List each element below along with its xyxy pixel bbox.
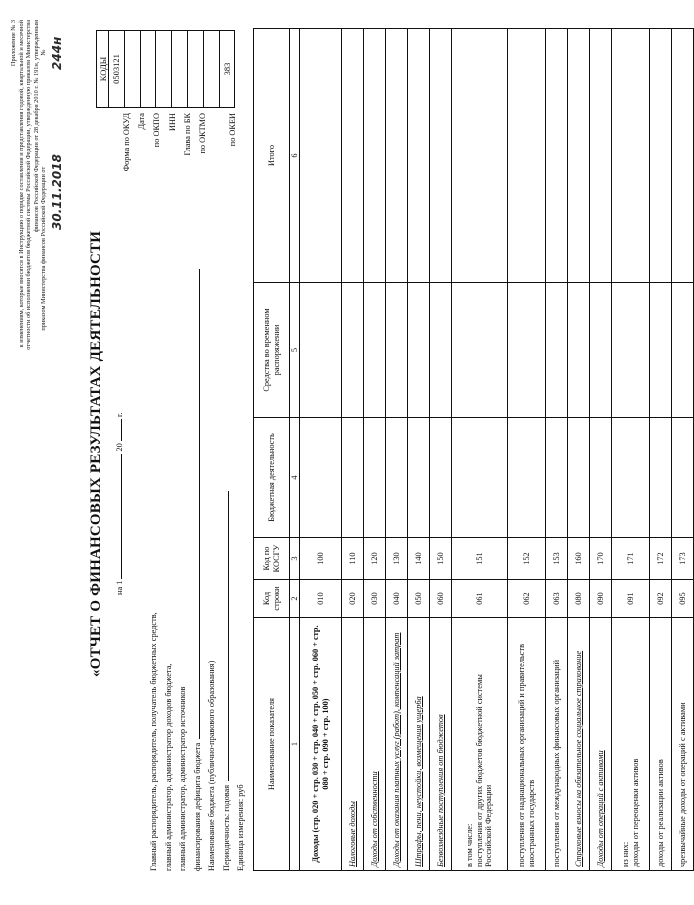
row-name-061-line-2: поступления от других бюджетов бюджетной системы — [474, 674, 484, 867]
cell-budget — [364, 418, 386, 538]
row-line-030: 030 — [364, 580, 386, 618]
header-field-deficit-label: финансирования дефицита бюджета — [192, 742, 202, 871]
cell-temporary — [672, 283, 694, 418]
row-kosgu-090: 170 — [590, 538, 612, 580]
cell-temporary — [590, 283, 612, 418]
row-name-062 — [508, 618, 546, 871]
row-kosgu-030: 120 — [364, 538, 386, 580]
cell-total — [672, 29, 694, 283]
row-kosgu-063: 153 — [546, 538, 568, 580]
table-row — [546, 29, 568, 871]
row-name-040: Доходы от оказания платных услуг (работ), компенсаций затрат — [391, 632, 401, 867]
table-row — [386, 29, 408, 871]
table-row — [408, 29, 430, 871]
cell-temporary — [650, 283, 672, 418]
periodicity-blank — [220, 491, 229, 781]
row-name-030: Доходы от собственности — [369, 771, 379, 867]
header-field-periodicity-label: Периодичность: годовая — [221, 784, 231, 871]
header-field-deficit — [191, 269, 206, 871]
row-kosgu-092: 172 — [650, 538, 672, 580]
cell-total — [612, 29, 650, 283]
col-number: 1 — [290, 618, 300, 871]
cell-temporary — [408, 283, 430, 418]
row-line-050: 050 — [408, 580, 430, 618]
col-number: 2 — [290, 580, 300, 618]
cell-total — [364, 29, 386, 283]
handwritten-order-date: 30.11.2018 — [50, 154, 64, 230]
row-name-063: поступления от международных финансовых организаций — [546, 618, 568, 871]
cell-budget — [430, 418, 452, 538]
cell-budget — [508, 418, 546, 538]
row-name-091-line-2: доходы от переоценки активов — [630, 758, 640, 867]
cell-total — [408, 29, 430, 283]
row-line-092: 092 — [650, 580, 672, 618]
year-suffix: г. — [115, 412, 124, 418]
code-okpo — [140, 31, 156, 108]
preface-line-2: к изменениям, которые вносятся в Инструкцию о порядке составления и представления годовой, квартальной и месячной — [17, 20, 25, 348]
row-name-090: Доходы от операций с активами — [595, 750, 605, 867]
row-name-092: доходы от реализации активов — [650, 618, 672, 871]
label-glava-bk: Глава по БК — [182, 113, 192, 156]
code-glava-bk — [172, 31, 188, 108]
cell-budget — [300, 418, 342, 538]
col-number: 6 — [290, 29, 300, 283]
cell-temporary — [546, 283, 568, 418]
deficit-blank — [191, 269, 200, 739]
row-line-062: 062 — [508, 580, 546, 618]
code-inn — [156, 31, 172, 108]
cell-total — [546, 29, 568, 283]
row-name-062-line-2: иностранных государств — [526, 779, 536, 867]
cell-total — [452, 29, 508, 283]
row-kosgu-060: 150 — [430, 538, 452, 580]
row-name-060: Безвозмездные поступления от бюджетов — [435, 714, 445, 867]
row-line-095: 095 — [672, 580, 694, 618]
row-line-091: 091 — [612, 580, 650, 618]
preface-line-1: Приложение № 3 — [10, 20, 17, 67]
year-blank — [113, 419, 122, 441]
cell-temporary — [508, 283, 546, 418]
row-name-080: Страховые взносы на обязательное социальное страхование — [573, 650, 583, 867]
row-name-050: Штрафы, пени, неустойки, возмещения ущерба — [413, 696, 423, 867]
row-kosgu-020: 110 — [342, 538, 364, 580]
year-prefix: 20 — [115, 443, 124, 452]
table-row — [430, 29, 452, 871]
table-row — [590, 29, 612, 871]
label-blank — [210, 113, 225, 265]
cell-temporary — [364, 283, 386, 418]
row-line-061: 061 — [452, 580, 508, 618]
label-okei: по ОКЕИ — [228, 113, 238, 147]
header-field-budget-name-label: Наименование бюджета (публично-правового образования) — [207, 660, 216, 871]
cell-budget — [342, 418, 364, 538]
col-header-name: Наименование показателя — [254, 618, 290, 871]
row-name-091-line-1: из них: — [620, 841, 630, 867]
row-name-061 — [452, 618, 508, 871]
row-name-062-line-1: поступления от наднациональных организаций и правительств — [516, 644, 526, 867]
cell-budget — [568, 418, 590, 538]
col-number: 3 — [290, 538, 300, 580]
table-row — [452, 29, 508, 871]
preface-line-5 — [40, 20, 48, 465]
row-kosgu-040: 130 — [386, 538, 408, 580]
financial-results-table — [253, 28, 694, 871]
row-name-010: Доходы (стр. 020 + стр. 030 + стр. 040 + стр. 050 + стр. 060 + стр. 080 + стр. 090 + стр. 100) — [300, 618, 342, 871]
cell-budget — [408, 418, 430, 538]
row-line-040: 040 — [386, 580, 408, 618]
row-line-060: 060 — [430, 580, 452, 618]
cell-total — [300, 29, 342, 283]
row-line-020: 020 — [342, 580, 364, 618]
header-fields-left — [147, 269, 249, 871]
codes-table — [96, 30, 235, 108]
header-field-budget-name — [205, 269, 220, 871]
preface-line-5-text: приказом Министерства финансов Российской Федерации от — [40, 166, 48, 331]
table-row — [508, 29, 546, 871]
preface-line-5-number-sign: № — [40, 49, 48, 56]
cell-temporary — [568, 283, 590, 418]
row-line-090: 090 — [590, 580, 612, 618]
code-oktmo — [187, 31, 203, 108]
header-field-periodicity — [220, 269, 235, 871]
col-header-total: Итого — [254, 29, 290, 283]
table-row — [612, 29, 650, 871]
header-field-source-admin: главный администратор, администратор источников — [178, 686, 187, 871]
row-line-010: 010 — [300, 580, 342, 618]
cell-total — [650, 29, 672, 283]
cell-temporary — [386, 283, 408, 418]
code-okei: 383 — [219, 31, 235, 108]
row-name-061-line-1: в том числе: — [465, 823, 475, 867]
cell-total — [590, 29, 612, 283]
report-title: «ОТЧЕТ О ФИНАНСОВЫХ РЕЗУЛЬТАТАХ ДЕЯТЕЛЬНОСТИ — [88, 230, 104, 677]
cell-budget — [590, 418, 612, 538]
row-kosgu-091: 171 — [612, 538, 650, 580]
cell-temporary — [300, 283, 342, 418]
cell-total — [568, 29, 590, 283]
cell-temporary — [430, 283, 452, 418]
label-inn: ИНН — [167, 113, 177, 131]
table-row — [300, 29, 342, 871]
row-kosgu-050: 140 — [408, 538, 430, 580]
row-kosgu-080: 160 — [568, 538, 590, 580]
header-field-revenue-admin: главный администратор, администратор доходов бюджета, — [163, 663, 173, 871]
preface-block — [10, 20, 48, 465]
cell-total — [508, 29, 546, 283]
date-blank — [113, 454, 122, 579]
table-row — [568, 29, 590, 871]
code-okud: 0503121 — [109, 31, 125, 108]
col-header-budget: Бюджетная деятельность — [254, 418, 290, 538]
cell-budget — [612, 418, 650, 538]
row-kosgu-061: 151 — [452, 538, 508, 580]
cell-budget — [546, 418, 568, 538]
label-okpo: по ОКПО — [152, 113, 162, 148]
label-okud: Форма по ОКУД — [122, 113, 131, 172]
cell-total — [342, 29, 364, 283]
col-header-temporary: Средства во временном распоряжении — [254, 283, 290, 418]
row-line-080: 080 — [568, 580, 590, 618]
cell-temporary — [452, 283, 508, 418]
table-row — [342, 29, 364, 871]
header-field-unit: Единица измерения: руб — [236, 784, 245, 871]
row-kosgu-062: 152 — [508, 538, 546, 580]
row-name-091 — [612, 618, 650, 871]
cell-total — [386, 29, 408, 283]
col-number: 4 — [290, 418, 300, 538]
row-line-063: 063 — [546, 580, 568, 618]
row-name-061-line-3: Российской Федерации — [484, 784, 494, 867]
date-prefix: на 1 — [115, 580, 124, 595]
col-header-line-code: Код строки — [254, 580, 290, 618]
cell-budget — [386, 418, 408, 538]
row-name-020: Налоговые доходы — [347, 801, 357, 867]
codes-header: КОДЫ — [97, 31, 109, 108]
table-row — [672, 29, 694, 871]
preface-line-4: финансов Российской Федерации от 28 декабря 2010 г. № 191н, утвержденным — [32, 20, 40, 233]
cell-budget — [452, 418, 508, 538]
table-row — [364, 29, 386, 871]
row-name-095: чрезвычайные доходы от операций с активами — [672, 618, 694, 871]
code-blank — [203, 31, 219, 108]
preface-line-3: отчетности об исполнении бюджетов бюджетной системы Российской Федерации, утвержденную приказом Министерства — [25, 20, 33, 350]
label-oktmo: по ОКТМО — [198, 113, 208, 154]
cell-temporary — [612, 283, 650, 418]
report-date-line — [113, 412, 124, 595]
cell-budget — [672, 418, 694, 538]
label-date: Дата — [137, 113, 147, 130]
cell-total — [430, 29, 452, 283]
cell-temporary — [342, 283, 364, 418]
col-header-kosgu: Код по КОСГУ — [254, 538, 290, 580]
code-date — [124, 31, 140, 108]
cell-budget — [650, 418, 672, 538]
row-kosgu-010: 100 — [300, 538, 342, 580]
row-kosgu-095: 173 — [672, 538, 694, 580]
table-row — [650, 29, 672, 871]
header-fields-right — [119, 113, 241, 265]
handwritten-order-number: 244н — [50, 36, 64, 70]
header-field-recipient: Главный распорядитель, распорядитель, получатель бюджетных средств, — [149, 612, 158, 871]
col-number: 5 — [290, 283, 300, 418]
